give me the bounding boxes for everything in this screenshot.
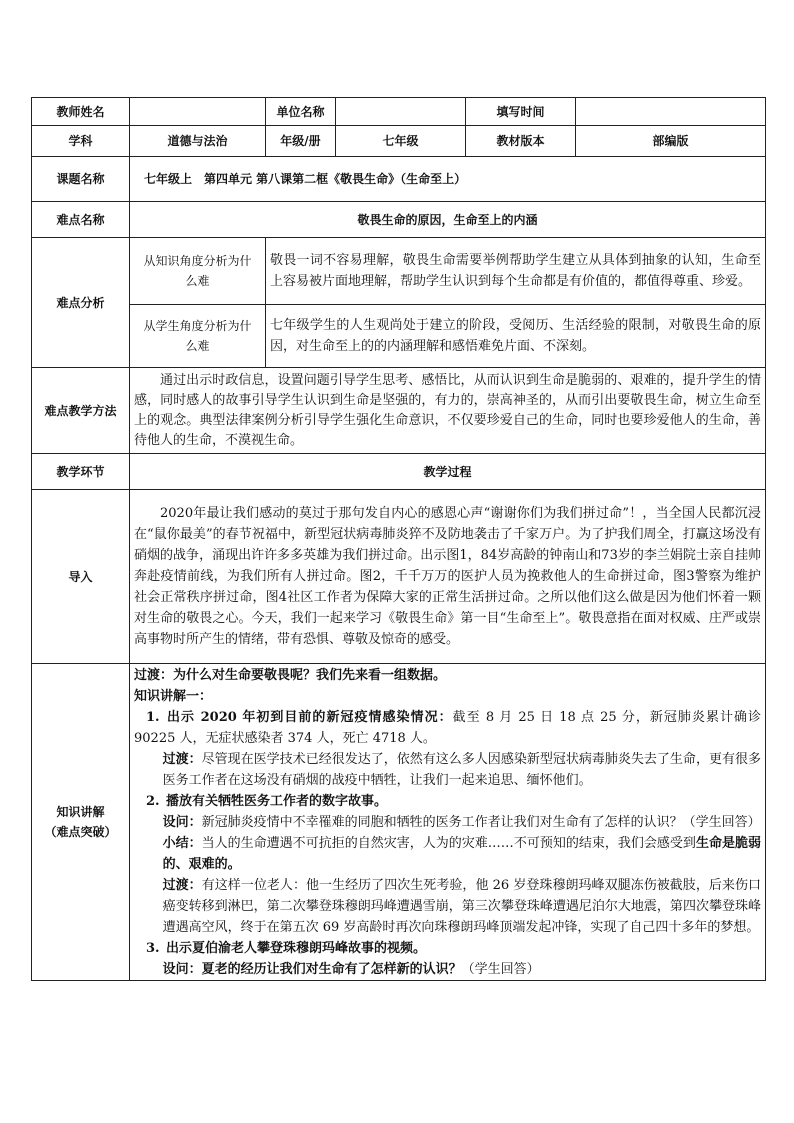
header-row-1 — [32, 98, 766, 126]
method-text: 通过出示时政信息，设置问题引导学生思考、感悟比，从而认识到生命是脆弱的、艰难的，提升学生的情感，同时感人的故事引导学生认识到生命是坚强的，有力的，崇高神圣的，从而引出要敬畏生命，树立生命至上的观念。典型法律案例分析引导学生强化生命意识，不仅要珍爱自己的生命，同时也要珍爱他人的生命，善待他人的生命，不漠视生命。 — [130, 368, 766, 454]
teacher-label: 教师姓名 — [32, 98, 130, 126]
item-3 — [134, 938, 761, 959]
question-2-label: 设问：夏老的经历让我们对生命有了怎样新的认识？ — [162, 962, 462, 977]
analysis-label: 难点分析 — [32, 238, 130, 368]
knowledge-label — [32, 664, 130, 981]
topic-value: 七年级上 第四单元 第八课第二框《敬畏生命》（生命至上） — [130, 157, 766, 202]
question-2-text: （学生回答） — [461, 962, 540, 977]
difficulty-row — [32, 202, 766, 238]
subject-label: 学科 — [32, 126, 130, 157]
edition-label: 教材版本 — [466, 126, 576, 157]
edition-value: 部编版 — [576, 126, 766, 157]
transition-2 — [134, 749, 761, 791]
knowledge-row — [32, 664, 766, 981]
subject-value: 道德与法治 — [130, 126, 266, 157]
item-2-number: 2. — [146, 794, 160, 809]
item-3-title: 出示夏伯渝老人攀登珠穆朗玛峰故事的视频。 — [166, 941, 427, 956]
section-title: 知识讲解一： — [134, 689, 213, 704]
transition-1: 过渡：为什么对生命要敬畏呢？我们先来看一组数据。 — [134, 668, 447, 683]
knowledge-content — [130, 664, 766, 981]
analysis-student-row — [32, 305, 766, 368]
item-3-number: 3. — [146, 941, 160, 956]
summary-label: 小结： — [162, 836, 202, 851]
intro-label: 导入 — [32, 490, 130, 664]
transition-2-label: 过渡： — [162, 752, 202, 767]
stage-header: 教学环节 — [32, 454, 130, 490]
difficulty-label: 难点名称 — [32, 202, 130, 238]
intro-row — [32, 490, 766, 664]
teacher-value[interactable] — [130, 98, 266, 126]
transition-3-text: 有这样一位老人：他一生经历了四次生死考验，他 26 岁登珠穆朗玛峰双腿冻伤被截肢，后来伤口癌变转移到淋巴，第二次攀登珠穆朗玛峰遭遇雪崩，第三次攀登珠峰遭遇尼泊尔大地震，第四次攀登珠峰遭遇高空风，终于在第五次 69 岁高龄时再次向珠穆朗玛峰顶端发起冲锋，实现了自己四十多年的梦想。 — [162, 878, 761, 935]
student-angle-text: 七年级学生的人生观尚处于建立的阶段，受阅历、生活经验的限制，对敬畏生命的原因，对生命至上的的内涵理解和感悟难免片面、不深刻。 — [266, 305, 766, 368]
method-label: 难点教学方法 — [32, 368, 130, 454]
summary-text: 当人的生命遭遇不可抗拒的自然灾害，人为的灾难……不可预知的结束，我们会感受到 — [201, 836, 696, 851]
intro-text: 2020年最让我们感动的莫过于那句发自内心的感恩心声“谢谢你们为我们拼过命”！，当全国人民都沉浸在“鼠你最美”的春节祝福中，新型冠状病毒肺炎猝不及防地袭击了千家万户。为了护我们周全，打赢这场没有硝烟的战争，涌现出许许多多英雄为我们拼过命。出示图1，84岁高龄的钟南山和73岁的李兰娟院士亲自挂帅奔赴疫情前线，为我们所有人拼过命。图2，千千万万的医护人员为挽救他人的生命拼过命，图3警察为维护社会正常秩序拼过命，图4社区工作者为保障大家的正常生活拼过命。之所以他们这么做是因为他们怀着一颗对生命的敬畏之心。今天，我们一起来学习《敬畏生命》第一目“生命至上”。敬畏意指在面对权威、庄严或崇高事物时所产生的情绪，带有恐惧、尊敬及惊奇的感受。 — [130, 490, 766, 664]
item-1-title: 出示 2020 年初到目前的新冠疫情感染情况： — [166, 710, 453, 725]
unit-value[interactable] — [336, 98, 466, 126]
unit-label: 单位名称 — [266, 98, 336, 126]
knowledge-label-line2: （难点突破） — [44, 825, 117, 839]
question-1 — [134, 812, 761, 833]
grade-value: 七年级 — [336, 126, 466, 157]
item-2 — [134, 791, 761, 812]
method-row — [32, 368, 766, 454]
knowledge-label-line1: 知识讲解 — [56, 805, 105, 819]
item-1-number: 1. — [146, 710, 160, 725]
student-angle-label: 从学生角度分析为什么难 — [130, 305, 266, 368]
item-1 — [134, 707, 761, 749]
question-2 — [134, 959, 761, 980]
transition-3-label: 过渡： — [162, 878, 202, 893]
difficulty-value: 敬畏生命的原因，生命至上的内涵 — [130, 202, 766, 238]
knowledge-angle-label: 从知识角度分析为什么难 — [130, 238, 266, 305]
grade-label: 年级/册 — [266, 126, 336, 157]
knowledge-angle-text: 敬畏一词不容易理解，敬畏生命需要举例帮助学生建立从具体到抽象的认知，生命至上容易被片面地理解，帮助学生认识到每个生命都是有价值的，都值得尊重、珍爱。 — [266, 238, 766, 305]
item-2-title: 播放有关牺牲医务工作者的数字故事。 — [166, 794, 388, 809]
topic-label: 课题名称 — [32, 157, 130, 202]
lesson-plan-table — [31, 97, 766, 981]
transition-2-text: 尽管现在医学技术已经很发达了，依然有这么多人因感染新型冠状病毒肺炎失去了生命，更有很多医务工作者在这场没有硝烟的战疫中牺牲，让我们一起来追思、缅怀他们。 — [162, 752, 761, 788]
summary — [134, 833, 761, 875]
summary-emphasis: 生命是脆弱的、艰难的。 — [162, 836, 761, 872]
topic-row — [32, 157, 766, 202]
item-1-text: 截至 8 月 25 日 18 点 25 分，新冠肺炎累计确诊 90225 人，无症状感染者 374 人，死亡 4718 人。 — [134, 710, 761, 746]
header-row-2 — [32, 126, 766, 157]
transition-3 — [134, 875, 761, 938]
question-1-text: 新冠肺炎疫情中不幸罹难的同胞和牺牲的医务工作者让我们对生命有了怎样的认识？（学生回答） — [201, 815, 761, 830]
analysis-knowledge-row — [32, 238, 766, 305]
date-value[interactable] — [576, 98, 766, 126]
question-1-label: 设问： — [162, 815, 202, 830]
process-header: 教学过程 — [130, 454, 766, 490]
date-label: 填写时间 — [466, 98, 576, 126]
process-header-row — [32, 454, 766, 490]
